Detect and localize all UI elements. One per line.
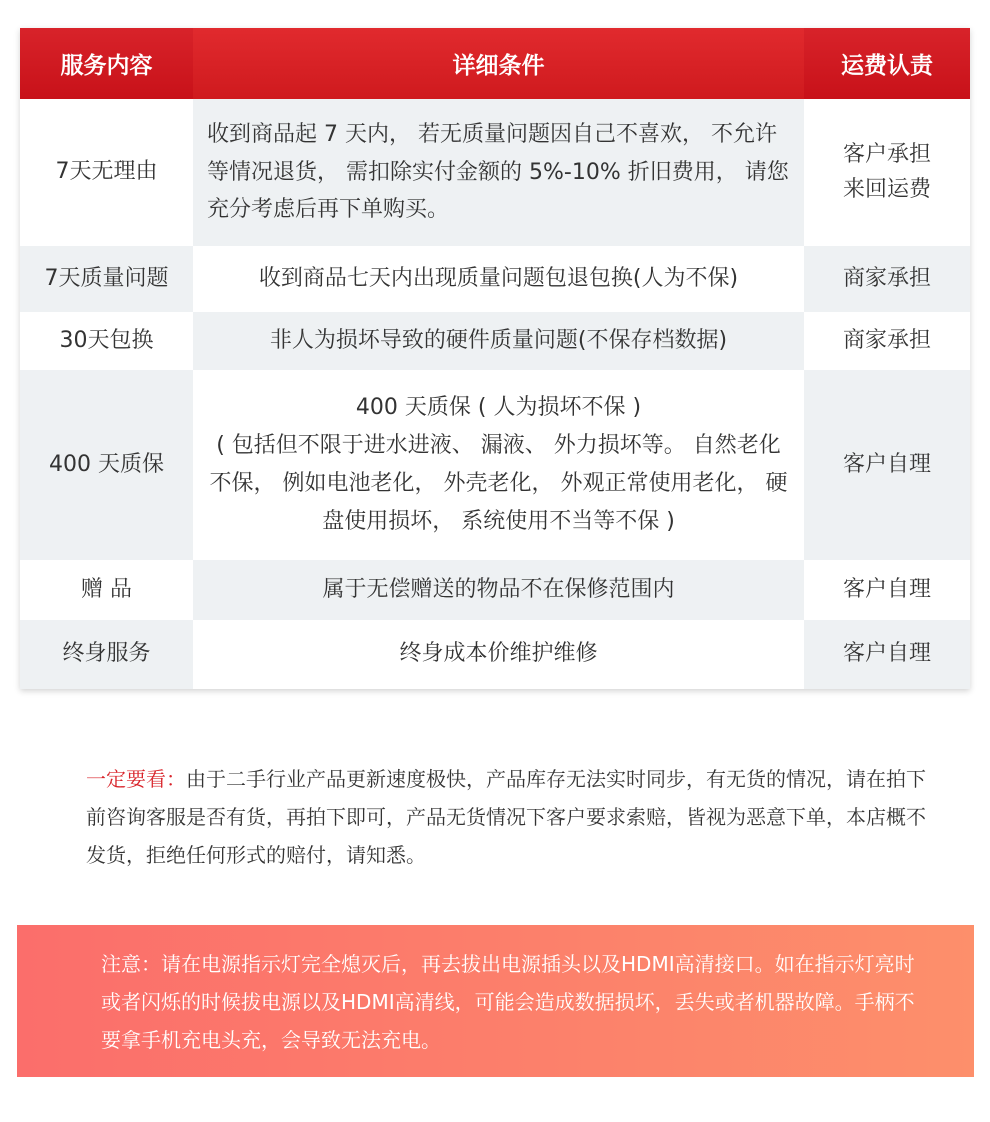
table-row (20, 560, 970, 620)
table-row (20, 312, 970, 370)
condition-cell: 终身成本价维护维修 (193, 620, 804, 689)
service-cell: 7天无理由 (20, 99, 193, 246)
table-row (20, 99, 970, 246)
service-cell: 30天包换 (20, 312, 193, 370)
header-service: 服务内容 (60, 53, 153, 79)
shipping-cell: 客户自理 (804, 370, 970, 560)
notice-label: 一定要看： (86, 767, 186, 791)
warning-text: 注意：请在电源指示灯完全熄灭后，再去拔出电源插头以及HDMI高清接口。如在指示灯亮时或者闪烁的时候拔电源以及HDMI高清线，可能会造成数据损坏，丢失或者机器故障。手柄不要拿手机充电头充，会导致无法充电。 (101, 952, 915, 1052)
table-row (20, 370, 970, 560)
condition-cell: 属于无偿赠送的物品不在保修范围内 (193, 560, 804, 620)
condition-cell: 非人为损坏导致的硬件质量问题(不保存档数据) (193, 312, 804, 370)
condition-cell (193, 99, 804, 246)
shipping-cell: 客户自理 (804, 620, 970, 689)
condition-text-line1: 400 天质保 ( 人为损坏不保 ) (355, 395, 642, 421)
table-row (20, 246, 970, 312)
notice-text: 由于二手行业产品更新速度极快，产品库存无法实时同步，有无货的情况，请在拍下前咨询客服是否有货，再拍下即可，产品无货情况下客户要求索赔，皆视为恶意下单，本店概不发货，拒绝任何形式的赔付，请知悉。 (86, 767, 926, 867)
service-cell: 7天质量问题 (20, 246, 193, 312)
condition-cell (193, 370, 804, 560)
shipping-cell (804, 99, 970, 246)
service-cell: 赠 品 (20, 560, 193, 620)
shipping-cell: 商家承担 (804, 246, 970, 312)
service-cell: 终身服务 (20, 620, 193, 689)
condition-text: 收到商品起 7 天内， 若无质量问题因自己不喜欢， 不允许等情况退货， 需扣除实付金额的 5%-10% 折旧费用， 请您充分考虑后再下单购买。 (207, 121, 789, 223)
shipping-cell: 客户自理 (804, 560, 970, 620)
header-shipping: 运费认责 (841, 53, 933, 79)
notice-paragraph (86, 760, 926, 874)
shipping-text-line2: 来回运费 (842, 176, 931, 202)
table-header-row (20, 28, 970, 99)
table-row (20, 620, 970, 689)
shipping-cell: 商家承担 (804, 312, 970, 370)
warning-banner (17, 925, 974, 1077)
condition-text-line2: ( 包括但不限于进水进液、 漏液、 外力损坏等。 自然老化不保， 例如电池老化， 外壳老化， 外观正常使用老化， 硬盘使用损坏， 系统使用不当等不保 ) (209, 433, 788, 534)
header-condition: 详细条件 (193, 28, 804, 99)
condition-cell: 收到商品七天内出现质量问题包退包换(人为不保) (193, 246, 804, 312)
service-table (20, 28, 970, 689)
service-cell: 400 天质保 (20, 370, 193, 560)
shipping-text-line1: 客户承担 (842, 142, 931, 168)
